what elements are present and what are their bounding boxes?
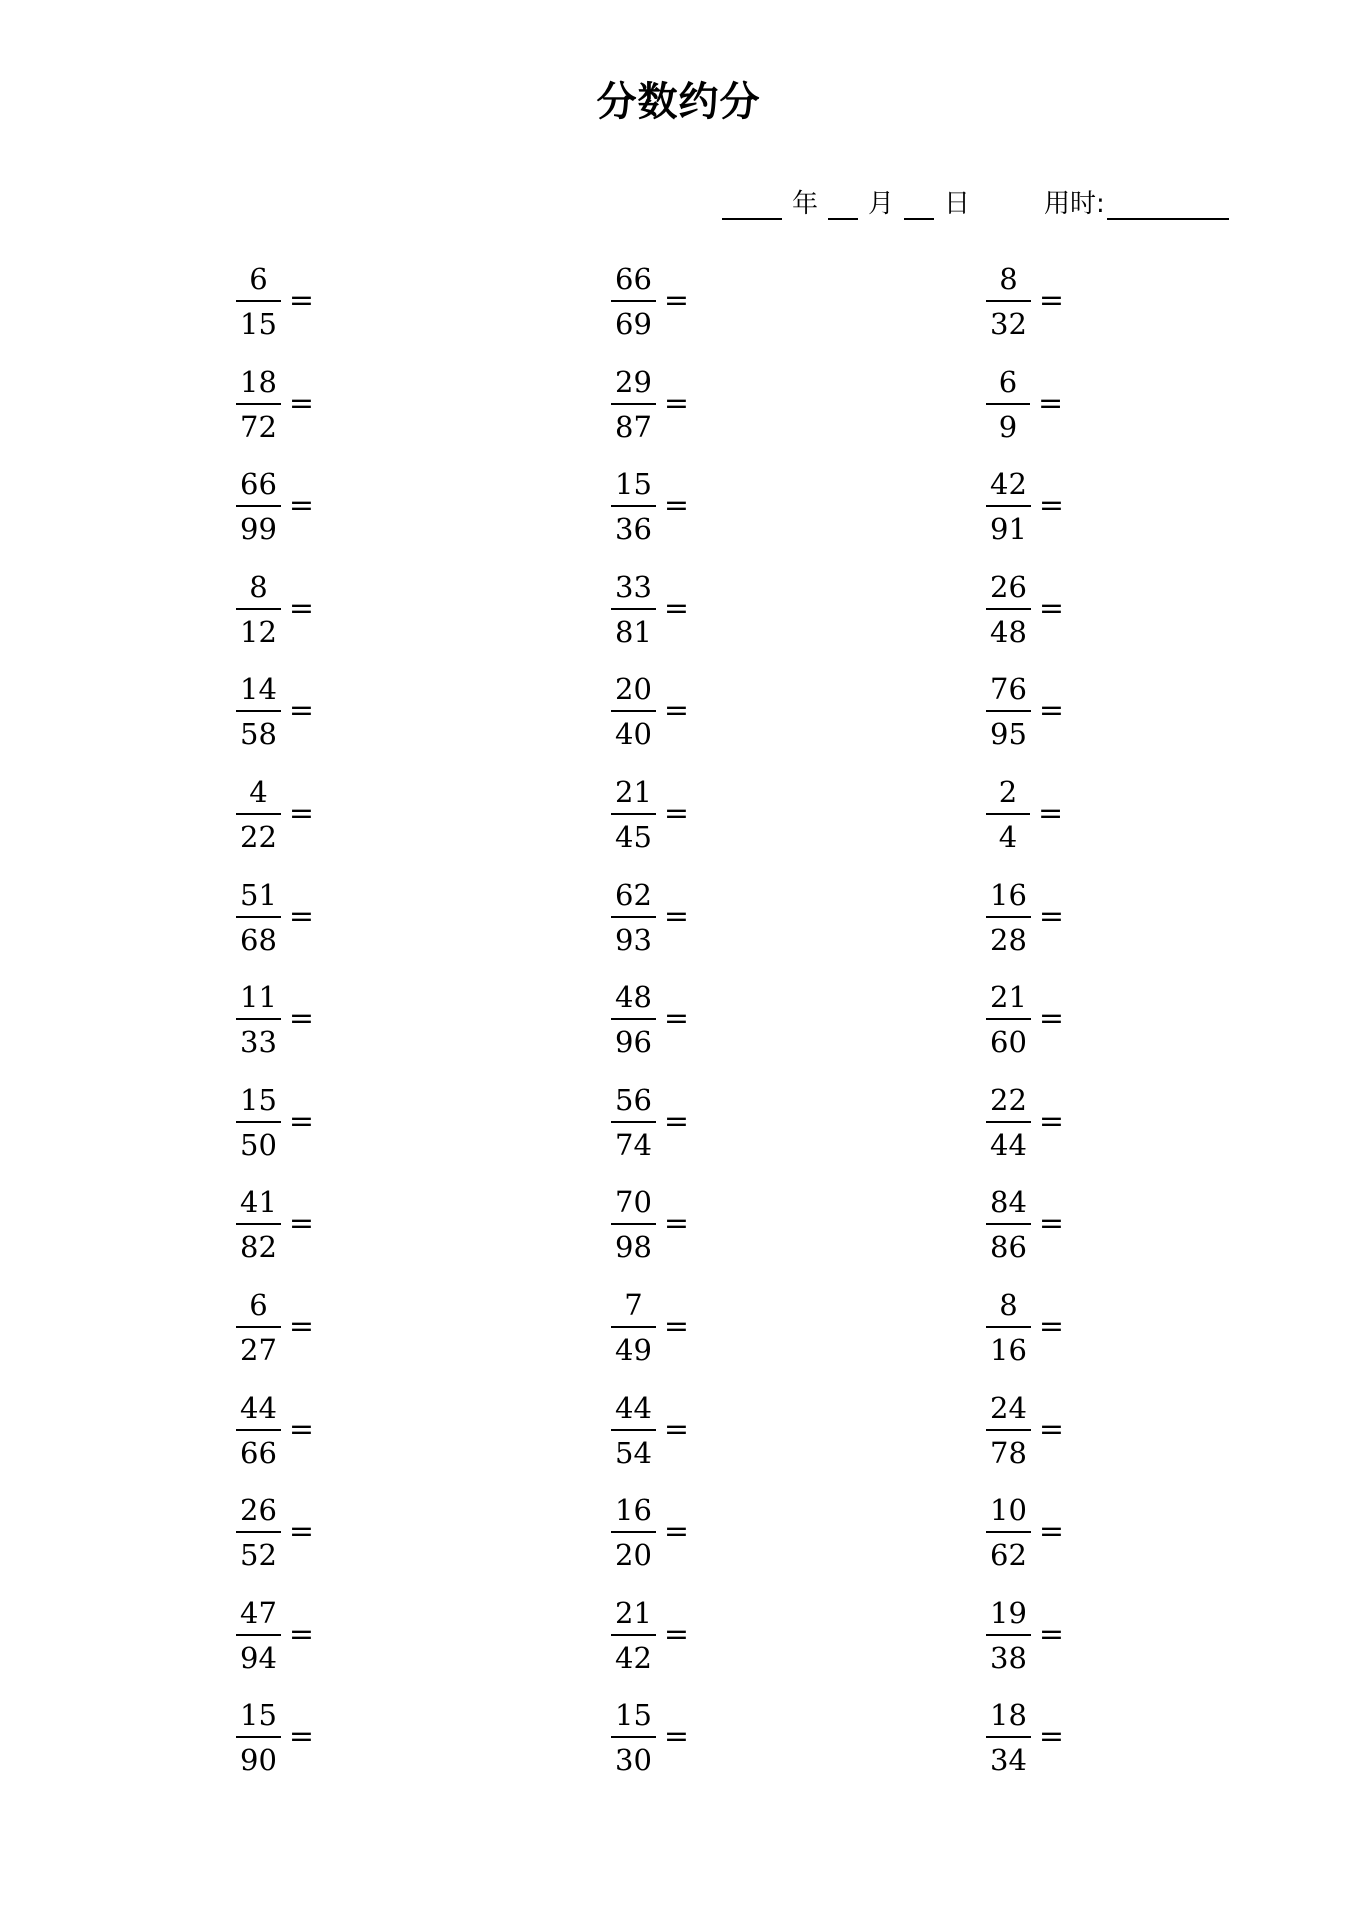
equals-sign: = <box>288 590 315 626</box>
fraction <box>236 980 281 1060</box>
fraction <box>611 877 656 957</box>
fraction-problem <box>611 1185 690 1265</box>
equals-sign: = <box>663 385 690 421</box>
fraction <box>236 467 281 547</box>
numerator: 22 <box>990 1082 1027 1117</box>
fraction-problem <box>611 980 690 1060</box>
fraction-problem <box>236 1288 315 1367</box>
numerator: 62 <box>615 877 652 912</box>
denominator: 86 <box>990 1230 1027 1265</box>
equals-sign: = <box>663 1616 690 1652</box>
fraction <box>611 1698 656 1778</box>
numerator: 15 <box>240 1698 277 1733</box>
numerator: 84 <box>990 1185 1027 1220</box>
fraction <box>236 672 281 752</box>
fraction-problem <box>986 980 1065 1060</box>
denominator: 87 <box>615 409 652 444</box>
numerator: 8 <box>249 569 268 604</box>
numerator: 15 <box>240 1082 277 1117</box>
equals-sign: = <box>663 590 690 626</box>
fraction-problem <box>611 569 690 649</box>
fraction-problem <box>986 672 1065 752</box>
denominator: 60 <box>990 1025 1027 1060</box>
fraction <box>611 364 656 444</box>
numerator: 21 <box>990 980 1027 1015</box>
numerator: 66 <box>240 467 277 502</box>
fraction-problem <box>236 1082 315 1162</box>
denominator: 68 <box>240 922 277 957</box>
numerator: 56 <box>615 1082 652 1117</box>
denominator: 82 <box>240 1230 277 1265</box>
equals-sign: = <box>663 283 690 318</box>
equals-sign: = <box>288 385 315 421</box>
numerator: 33 <box>615 569 652 604</box>
equals-sign: = <box>288 283 315 318</box>
equals-sign: = <box>1038 1206 1065 1242</box>
denominator: 49 <box>615 1333 652 1367</box>
denominator: 72 <box>240 409 277 444</box>
fraction <box>986 775 1030 854</box>
equals-sign: = <box>1038 283 1065 318</box>
fraction <box>611 262 656 341</box>
fraction-problem <box>611 775 690 854</box>
fraction-problem <box>611 1082 690 1162</box>
page-title: 分数约分 <box>596 79 761 125</box>
denominator: 66 <box>240 1435 277 1470</box>
fraction <box>236 877 281 957</box>
denominator: 58 <box>240 717 277 752</box>
fraction <box>236 1595 281 1675</box>
denominator: 93 <box>615 922 652 957</box>
denominator: 32 <box>990 307 1027 341</box>
fraction-problem <box>986 262 1065 341</box>
fraction <box>986 980 1031 1060</box>
numerator: 15 <box>615 1698 652 1733</box>
denominator: 33 <box>240 1025 277 1060</box>
equals-sign: = <box>1038 1411 1065 1447</box>
denominator: 99 <box>240 512 277 547</box>
numerator: 18 <box>240 364 277 399</box>
fraction <box>986 262 1031 341</box>
numerator: 26 <box>240 1493 277 1528</box>
equals-sign: = <box>1038 796 1064 831</box>
denominator: 54 <box>615 1435 652 1470</box>
fraction-problem <box>986 569 1065 649</box>
fraction <box>611 775 656 854</box>
equals-sign: = <box>1038 488 1065 524</box>
denominator: 16 <box>990 1333 1027 1367</box>
equals-sign: = <box>288 1616 315 1652</box>
equals-sign: = <box>663 1719 690 1755</box>
equals-sign: = <box>288 1411 315 1447</box>
fraction-problem <box>611 467 690 547</box>
equals-sign: = <box>663 1514 690 1550</box>
fraction-problem <box>236 877 315 957</box>
fraction <box>986 467 1031 547</box>
fraction-problem <box>986 775 1064 854</box>
numerator: 66 <box>615 262 652 296</box>
fraction <box>611 1493 656 1573</box>
denominator: 44 <box>990 1127 1027 1162</box>
numerator: 6 <box>249 262 268 296</box>
equals-sign: = <box>288 898 315 934</box>
numerator: 8 <box>999 262 1018 296</box>
equals-sign: = <box>663 1411 690 1447</box>
equals-sign: = <box>1038 1514 1065 1550</box>
numerator: 8 <box>999 1288 1018 1322</box>
equals-sign: = <box>288 1719 315 1755</box>
numerator: 14 <box>240 672 277 707</box>
fraction-problem <box>236 980 315 1060</box>
fraction-problem <box>611 672 690 752</box>
equals-sign: = <box>663 1309 690 1344</box>
numerator: 6 <box>998 364 1018 399</box>
fraction-problem <box>611 1390 690 1470</box>
denominator: 34 <box>990 1743 1027 1778</box>
denominator: 81 <box>615 614 652 649</box>
numerator: 26 <box>990 569 1027 604</box>
denominator: 42 <box>615 1640 652 1675</box>
numerator: 6 <box>249 1288 268 1322</box>
numerator: 48 <box>615 980 652 1015</box>
fraction <box>986 1185 1031 1265</box>
fraction <box>236 262 281 341</box>
fraction-problem <box>611 1493 690 1573</box>
numerator: 42 <box>990 467 1027 502</box>
numerator: 41 <box>240 1185 277 1220</box>
fraction-problem <box>611 1288 690 1367</box>
numerator: 21 <box>615 775 652 809</box>
denominator: 74 <box>615 1127 652 1162</box>
denominator: 95 <box>990 717 1027 752</box>
fraction <box>986 1390 1031 1470</box>
fraction <box>986 1698 1031 1778</box>
fraction <box>236 1390 281 1470</box>
denominator: 94 <box>240 1640 277 1675</box>
equals-sign: = <box>1038 693 1065 729</box>
fraction <box>236 364 281 444</box>
numerator: 10 <box>990 1493 1027 1528</box>
denominator: 96 <box>615 1025 652 1060</box>
fraction-problem <box>986 467 1065 547</box>
numerator: 44 <box>615 1390 652 1425</box>
denominator: 28 <box>990 922 1027 957</box>
fraction <box>611 672 656 752</box>
equals-sign: = <box>288 1514 315 1550</box>
equals-sign: = <box>1038 1001 1065 1037</box>
denominator: 38 <box>990 1640 1027 1675</box>
equals-sign: = <box>1038 1103 1065 1139</box>
equals-sign: = <box>288 488 315 524</box>
fraction-problem <box>611 364 690 444</box>
fraction <box>236 1288 281 1367</box>
fraction <box>986 569 1031 649</box>
equals-sign: = <box>663 693 690 729</box>
fraction-problem <box>236 672 315 752</box>
fraction <box>611 1595 656 1675</box>
fraction <box>611 1185 656 1265</box>
equals-sign: = <box>663 898 690 934</box>
time-label: 用时: <box>1044 189 1105 219</box>
numerator: 24 <box>990 1390 1027 1425</box>
fraction <box>611 467 656 547</box>
fraction <box>986 1595 1031 1675</box>
fraction <box>236 775 281 854</box>
denominator: 90 <box>240 1743 277 1778</box>
equals-sign: = <box>1038 385 1064 421</box>
date-time-line <box>716 183 1235 220</box>
fraction-problem <box>236 775 315 854</box>
equals-sign: = <box>663 1001 690 1037</box>
fraction-problem <box>986 1185 1065 1265</box>
fraction-problem <box>986 1698 1065 1778</box>
fraction <box>986 1288 1031 1367</box>
numerator: 44 <box>240 1390 277 1425</box>
denominator: 4 <box>998 820 1018 854</box>
equals-sign: = <box>288 1206 315 1242</box>
fraction-problem <box>236 569 315 649</box>
numerator: 7 <box>624 1288 643 1322</box>
denominator: 9 <box>998 409 1018 444</box>
fraction-problem <box>986 1595 1065 1675</box>
numerator: 29 <box>615 364 652 399</box>
equals-sign: = <box>288 796 315 831</box>
equals-sign: = <box>663 1206 690 1242</box>
fraction-problem <box>611 1698 690 1778</box>
fraction-problem <box>986 1493 1065 1573</box>
fraction <box>236 1493 281 1573</box>
fraction <box>986 877 1031 957</box>
equals-sign: = <box>663 1103 690 1139</box>
numerator: 51 <box>240 877 277 912</box>
numerator: 15 <box>615 467 652 502</box>
fraction <box>986 1082 1031 1162</box>
numerator: 4 <box>249 775 268 809</box>
denominator: 98 <box>615 1230 652 1265</box>
fraction <box>236 569 281 649</box>
denominator: 40 <box>615 717 652 752</box>
equals-sign: = <box>288 1001 315 1037</box>
fraction <box>986 364 1030 444</box>
denominator: 48 <box>990 614 1027 649</box>
denominator: 69 <box>615 307 652 341</box>
fraction <box>611 1390 656 1470</box>
equals-sign: = <box>1038 590 1065 626</box>
fraction-problem <box>236 364 315 444</box>
denominator: 62 <box>990 1538 1027 1573</box>
fraction-problem <box>611 877 690 957</box>
fraction-problem <box>986 1390 1065 1470</box>
month-label: 月 <box>868 189 895 219</box>
denominator: 45 <box>615 820 652 854</box>
fraction-problem <box>611 1595 690 1675</box>
denominator: 22 <box>240 820 277 854</box>
day-blank[interactable] <box>904 196 934 220</box>
fraction-problem <box>611 262 690 341</box>
denominator: 91 <box>990 512 1027 547</box>
fraction-problem <box>236 1185 315 1265</box>
equals-sign: = <box>288 693 315 729</box>
numerator: 70 <box>615 1185 652 1220</box>
numerator: 18 <box>990 1698 1027 1733</box>
denominator: 30 <box>615 1743 652 1778</box>
numerator: 20 <box>615 672 652 707</box>
time-blank[interactable] <box>1107 196 1229 220</box>
denominator: 50 <box>240 1127 277 1162</box>
fraction <box>611 980 656 1060</box>
fraction <box>611 569 656 649</box>
denominator: 36 <box>615 512 652 547</box>
fraction <box>986 1493 1031 1573</box>
fraction-problem <box>236 467 315 547</box>
equals-sign: = <box>288 1103 315 1139</box>
equals-sign: = <box>1038 1616 1065 1652</box>
fraction <box>611 1082 656 1162</box>
denominator: 78 <box>990 1435 1027 1470</box>
fraction-problem <box>986 1082 1065 1162</box>
denominator: 12 <box>240 614 277 649</box>
equals-sign: = <box>1038 898 1065 934</box>
equals-sign: = <box>1038 1309 1065 1344</box>
fraction-problem <box>986 364 1064 444</box>
month-blank[interactable] <box>828 196 858 220</box>
equals-sign: = <box>288 1309 315 1344</box>
fraction <box>236 1185 281 1265</box>
fraction-problem <box>236 1595 315 1675</box>
numerator: 2 <box>998 775 1018 809</box>
denominator: 52 <box>240 1538 277 1573</box>
fraction-problem <box>236 1493 315 1573</box>
numerator: 11 <box>240 980 277 1015</box>
numerator: 16 <box>990 877 1027 912</box>
fraction-problem <box>236 262 315 341</box>
fraction <box>236 1698 281 1778</box>
numerator: 76 <box>990 672 1027 707</box>
equals-sign: = <box>663 488 690 524</box>
fraction <box>986 672 1031 752</box>
day-label: 日 <box>944 189 971 219</box>
denominator: 15 <box>240 307 277 341</box>
fraction-problem <box>236 1390 315 1470</box>
fraction-problem <box>986 877 1065 957</box>
numerator: 16 <box>615 1493 652 1528</box>
year-blank[interactable] <box>722 196 782 220</box>
denominator: 27 <box>240 1333 277 1367</box>
fraction <box>611 1288 656 1367</box>
fraction <box>236 1082 281 1162</box>
numerator: 21 <box>615 1595 652 1630</box>
equals-sign: = <box>663 796 690 831</box>
numerator: 47 <box>240 1595 277 1630</box>
year-label: 年 <box>792 189 819 219</box>
denominator: 20 <box>615 1538 652 1573</box>
equals-sign: = <box>1038 1719 1065 1755</box>
numerator: 19 <box>990 1595 1027 1630</box>
fraction-problem <box>236 1698 315 1778</box>
fraction-problem <box>986 1288 1065 1367</box>
